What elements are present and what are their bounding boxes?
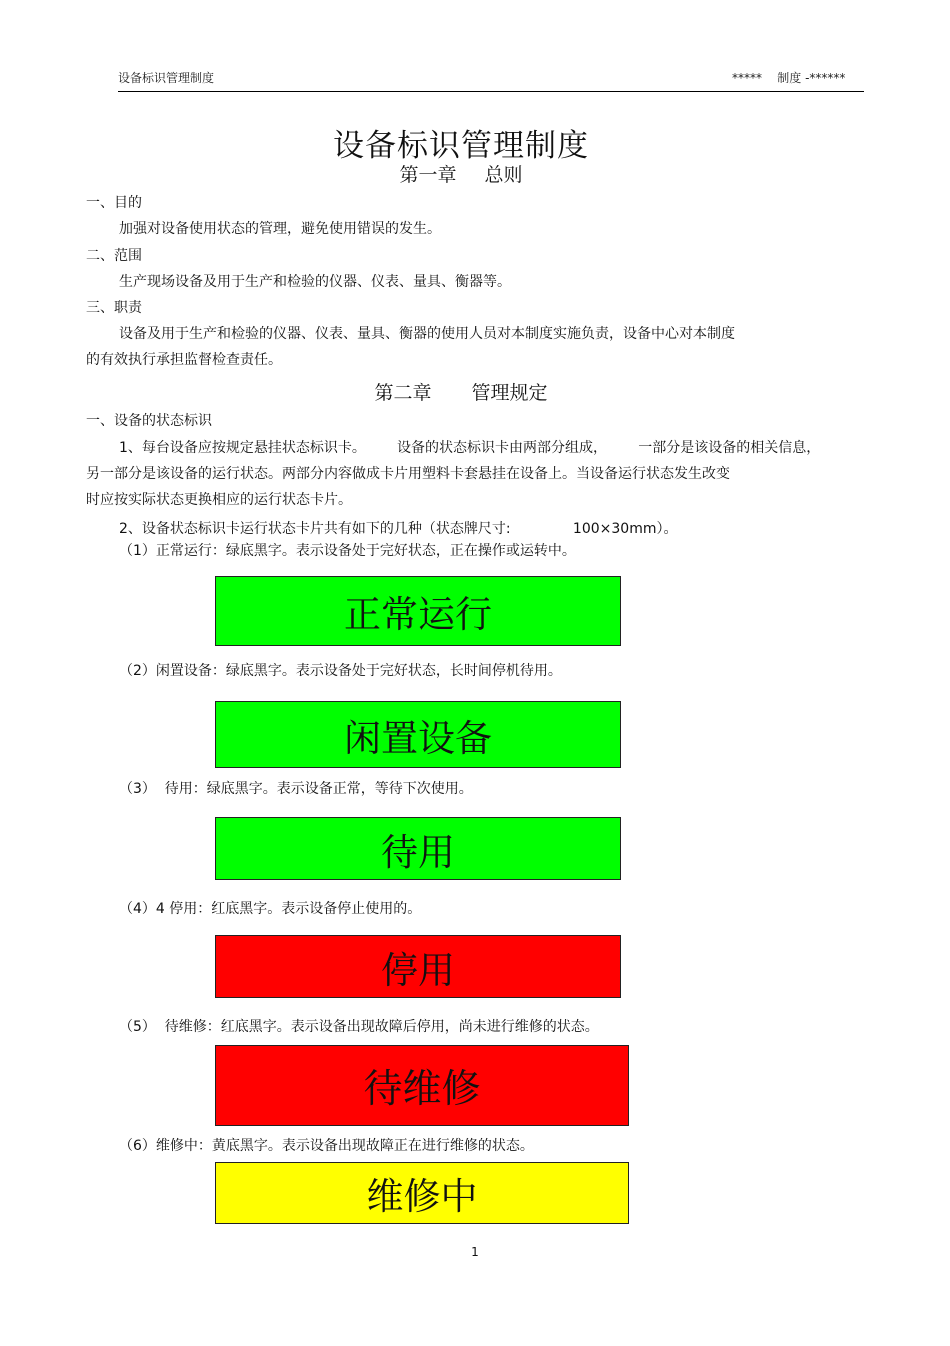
section-responsibility-body-line1: 设备及用于生产和检验的仪器、仪表、量具、衡器的使用人员对本制度实施负责，设备中心对本制度 (119, 326, 735, 342)
paragraph-1-line2: 另一部分是该设备的运行状态。两部分内容做成卡片用塑料卡套悬挂在设备上。当设备运行状态发生改变 (86, 466, 730, 482)
section-responsibility-body-line2: 的有效执行承担监督检查责任。 (86, 352, 282, 368)
chapter-1-name: 总则 (484, 164, 523, 186)
status-card-running-label: 正常运行 (344, 593, 492, 636)
section-scope-body: 生产现场设备及用于生产和检验的仪器、仪表、量具、衡器等。 (119, 274, 511, 290)
card-3-description: （3） 待用：绿底黑字。表示设备正常，等待下次使用。 (119, 781, 473, 797)
status-card-awaiting-repair-label: 待维修 (363, 1066, 481, 1112)
running-header-doc-code: ***** 制度 -****** (732, 71, 846, 85)
section-purpose-heading: 一、目的 (86, 195, 142, 211)
card-2-description: （2）闲置设备：绿底黑字。表示设备处于完好状态，长时间停机待用。 (119, 663, 562, 679)
paragraph-1-line3: 时应按实际状态更换相应的运行状态卡片。 (86, 492, 352, 508)
card-4-description: （4）4 停用：红底黑字。表示设备停止使用的。 (119, 901, 422, 917)
status-card-stopped (215, 935, 621, 998)
card-1-description: （1）正常运行：绿底黑字。表示设备处于完好状态，正在操作或运转中。 (119, 543, 576, 559)
status-card-standby-label: 待用 (381, 830, 455, 874)
page-number: 1 (471, 1245, 479, 1259)
chapter-2-heading (0, 378, 922, 405)
document-title: 设备标识管理制度 (333, 128, 589, 164)
status-card-idle-label: 闲置设备 (344, 716, 492, 760)
status-card-idle (215, 701, 621, 768)
paragraph-1-line1: 1、每台设备应按规定悬挂状态标识卡。 设备的状态标识卡由两部分组成， 一部分是该设备的相关信息， (119, 440, 821, 456)
section-purpose-body: 加强对设备使用状态的管理，避免使用错误的发生。 (119, 221, 441, 237)
status-card-under-repair (215, 1162, 629, 1224)
card-5-description: （5） 待维修：红底黑字。表示设备出现故障后停用，尚未进行维修的状态。 (119, 1019, 599, 1035)
status-card-standby (215, 817, 621, 880)
section-responsibility-heading: 三、职责 (86, 300, 142, 316)
status-card-stopped-label: 停用 (381, 948, 455, 992)
chapter-1-heading (0, 160, 922, 187)
status-card-under-repair-label: 维修中 (366, 1175, 478, 1218)
chapter-1-prefix: 第一章 (399, 164, 457, 186)
chapter-2-prefix: 第二章 (374, 382, 432, 404)
running-header-title: 设备标识管理制度 (118, 71, 215, 85)
header-rule (118, 91, 864, 92)
status-card-running (215, 576, 621, 646)
status-card-awaiting-repair (215, 1045, 629, 1126)
paragraph-2-line: 2、设备状态标识卡运行状态卡片共有如下的几种（状态牌尺寸: 100×30mm）。 (119, 521, 678, 537)
section-status-label-heading: 一、设备的状态标识 (86, 413, 212, 429)
chapter-2-name: 管理规定 (471, 382, 548, 404)
section-scope-heading: 二、范围 (86, 248, 142, 264)
card-6-description: （6）维修中：黄底黑字。表示设备出现故障正在进行维修的状态。 (119, 1138, 534, 1154)
